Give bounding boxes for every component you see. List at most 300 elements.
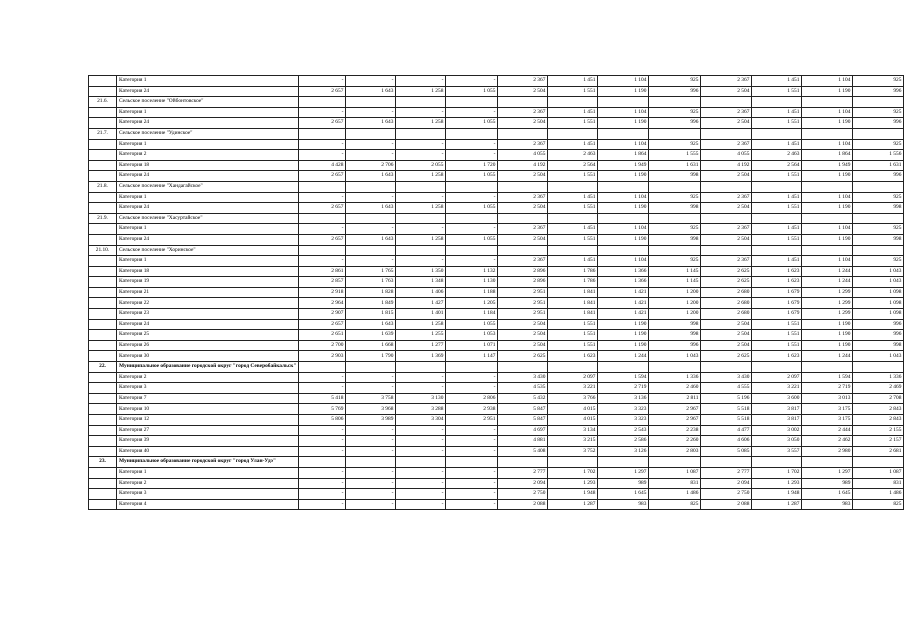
value-cell: 2 964 bbox=[299, 298, 346, 309]
table-row bbox=[89, 446, 904, 457]
value-cell: 2 463 bbox=[548, 150, 598, 161]
value-cell: 996 bbox=[853, 171, 904, 182]
empty-cell bbox=[752, 181, 802, 192]
value-cell: 1 104 bbox=[802, 139, 853, 150]
value-cell: 1 406 bbox=[396, 287, 446, 298]
value-cell: - bbox=[396, 436, 446, 447]
value-cell: 2 857 bbox=[299, 277, 346, 288]
value-cell: 1 401 bbox=[396, 309, 446, 320]
value-cell: 825 bbox=[853, 499, 904, 510]
value-cell: 2 657 bbox=[299, 86, 346, 97]
value-cell: 1 098 bbox=[853, 298, 904, 309]
row-number-cell bbox=[89, 150, 117, 161]
empty-cell bbox=[752, 128, 802, 139]
value-cell: 1 594 bbox=[598, 372, 649, 383]
empty-cell bbox=[548, 181, 598, 192]
value-cell: 1 104 bbox=[802, 192, 853, 203]
value-cell: 2 367 bbox=[498, 76, 548, 87]
table-row bbox=[89, 415, 904, 426]
row-number-cell bbox=[89, 107, 117, 118]
value-cell: 2 564 bbox=[752, 160, 802, 171]
tariff-table bbox=[88, 75, 904, 510]
value-cell: 1 551 bbox=[548, 340, 598, 351]
row-number-cell bbox=[89, 86, 117, 97]
category-label-cell: Категория 24 bbox=[117, 118, 299, 129]
value-cell: 1 055 bbox=[446, 86, 498, 97]
value-cell: - bbox=[299, 489, 346, 500]
section-title-cell: Сельское поселение "Ойбонтовское" bbox=[117, 97, 299, 108]
table-row bbox=[89, 330, 904, 341]
value-cell: 2 504 bbox=[701, 340, 752, 351]
value-cell: 998 bbox=[649, 203, 701, 214]
value-cell: 2 625 bbox=[701, 277, 752, 288]
empty-cell bbox=[701, 97, 752, 108]
value-cell: 1 551 bbox=[548, 234, 598, 245]
value-cell: 1 244 bbox=[802, 266, 853, 277]
value-cell: 2 155 bbox=[853, 425, 904, 436]
value-cell: 1 190 bbox=[598, 203, 649, 214]
value-cell: 2 951 bbox=[498, 287, 548, 298]
value-cell: 1 299 bbox=[802, 287, 853, 298]
value-cell: 5 085 bbox=[701, 446, 752, 457]
value-cell: 1 948 bbox=[548, 489, 598, 500]
value-cell: 2 861 bbox=[299, 266, 346, 277]
value-cell: 2 367 bbox=[701, 76, 752, 87]
empty-cell bbox=[802, 213, 853, 224]
value-cell: 1 190 bbox=[802, 171, 853, 182]
value-cell: 4 015 bbox=[548, 415, 598, 426]
value-cell: - bbox=[396, 383, 446, 394]
value-cell: 2 803 bbox=[649, 446, 701, 457]
value-cell: 1 551 bbox=[548, 330, 598, 341]
value-cell: - bbox=[346, 224, 396, 235]
empty-cell bbox=[498, 97, 548, 108]
table-row bbox=[89, 76, 904, 87]
value-cell: - bbox=[396, 489, 446, 500]
value-cell: 2 651 bbox=[299, 330, 346, 341]
value-cell: 1 551 bbox=[548, 203, 598, 214]
value-cell: 1 104 bbox=[598, 256, 649, 267]
value-cell: - bbox=[346, 256, 396, 267]
value-cell: 2 980 bbox=[802, 446, 853, 457]
value-cell: 4 192 bbox=[701, 160, 752, 171]
value-cell: 3 817 bbox=[752, 415, 802, 426]
empty-cell bbox=[598, 457, 649, 468]
value-cell: 1 551 bbox=[752, 118, 802, 129]
value-cell: 1 841 bbox=[548, 287, 598, 298]
value-cell: - bbox=[299, 372, 346, 383]
empty-cell bbox=[446, 362, 498, 373]
value-cell: - bbox=[299, 107, 346, 118]
value-cell: - bbox=[346, 192, 396, 203]
value-cell: 2 843 bbox=[853, 415, 904, 426]
category-label-cell: Категория 3 bbox=[117, 489, 299, 500]
value-cell: 5 518 bbox=[701, 415, 752, 426]
value-cell: 831 bbox=[649, 478, 701, 489]
value-cell: 1 643 bbox=[346, 171, 396, 182]
table-row bbox=[89, 171, 904, 182]
value-cell: 1 190 bbox=[598, 319, 649, 330]
value-cell: 2 504 bbox=[701, 330, 752, 341]
value-cell: 2 896 bbox=[498, 277, 548, 288]
category-label-cell: Категория 1 bbox=[117, 139, 299, 150]
value-cell: 1 679 bbox=[752, 298, 802, 309]
value-cell: 1 623 bbox=[752, 351, 802, 362]
value-cell: - bbox=[446, 150, 498, 161]
empty-cell bbox=[396, 457, 446, 468]
value-cell: 1 244 bbox=[598, 351, 649, 362]
section-header-row bbox=[89, 181, 904, 192]
value-cell: 5 806 bbox=[299, 415, 346, 426]
value-cell: 2 444 bbox=[802, 425, 853, 436]
value-cell: 4 477 bbox=[701, 425, 752, 436]
value-cell: 1 132 bbox=[446, 266, 498, 277]
empty-cell bbox=[752, 245, 802, 256]
value-cell: 1 244 bbox=[802, 277, 853, 288]
value-cell: 983 bbox=[802, 499, 853, 510]
empty-cell bbox=[396, 213, 446, 224]
value-cell: 2 896 bbox=[498, 266, 548, 277]
value-cell: - bbox=[396, 372, 446, 383]
value-cell: 2 777 bbox=[498, 467, 548, 478]
value-cell: 1 949 bbox=[598, 160, 649, 171]
value-cell: 1 486 bbox=[853, 489, 904, 500]
value-cell: - bbox=[346, 383, 396, 394]
empty-cell bbox=[396, 181, 446, 192]
value-cell: - bbox=[346, 76, 396, 87]
value-cell: - bbox=[346, 372, 396, 383]
value-cell: 1 130 bbox=[446, 277, 498, 288]
table-row bbox=[89, 404, 904, 415]
value-cell: 3 130 bbox=[396, 393, 446, 404]
value-cell: 1 668 bbox=[346, 340, 396, 351]
value-cell: 5 432 bbox=[498, 393, 548, 404]
value-cell: 2 843 bbox=[853, 404, 904, 415]
value-cell: - bbox=[446, 107, 498, 118]
value-cell: 1 786 bbox=[548, 266, 598, 277]
value-cell: - bbox=[396, 446, 446, 457]
empty-cell bbox=[701, 362, 752, 373]
value-cell: 1 841 bbox=[548, 309, 598, 320]
category-label-cell: Категория 1 bbox=[117, 192, 299, 203]
value-cell: 2 088 bbox=[701, 499, 752, 510]
value-cell: 5 769 bbox=[299, 404, 346, 415]
section-header-row bbox=[89, 457, 904, 468]
value-cell: 1 055 bbox=[446, 118, 498, 129]
value-cell: 1 190 bbox=[802, 203, 853, 214]
table-row bbox=[89, 467, 904, 478]
value-cell: 3 288 bbox=[396, 404, 446, 415]
empty-cell bbox=[598, 245, 649, 256]
empty-cell bbox=[346, 245, 396, 256]
value-cell: 1 643 bbox=[346, 118, 396, 129]
empty-cell bbox=[396, 128, 446, 139]
empty-cell bbox=[299, 213, 346, 224]
category-label-cell: Категория 2 bbox=[117, 150, 299, 161]
empty-cell bbox=[548, 362, 598, 373]
value-cell: 2 260 bbox=[649, 436, 701, 447]
table-row bbox=[89, 256, 904, 267]
row-number-cell bbox=[89, 425, 117, 436]
value-cell: 1 594 bbox=[802, 372, 853, 383]
value-cell: - bbox=[446, 76, 498, 87]
row-number-cell bbox=[89, 192, 117, 203]
value-cell: 2 680 bbox=[701, 298, 752, 309]
empty-cell bbox=[853, 128, 904, 139]
value-cell: 1 190 bbox=[802, 118, 853, 129]
value-cell: - bbox=[299, 76, 346, 87]
table-row bbox=[89, 393, 904, 404]
value-cell: 1 147 bbox=[446, 351, 498, 362]
value-cell: 1 421 bbox=[598, 287, 649, 298]
category-label-cell: Категория 2 bbox=[117, 372, 299, 383]
row-number-cell bbox=[89, 319, 117, 330]
value-cell: 4 555 bbox=[701, 383, 752, 394]
category-label-cell: Категория 7 bbox=[117, 393, 299, 404]
value-cell: 1 451 bbox=[548, 139, 598, 150]
value-cell: 1 864 bbox=[598, 150, 649, 161]
value-cell: - bbox=[299, 446, 346, 457]
table-row bbox=[89, 234, 904, 245]
value-cell: 1 551 bbox=[548, 319, 598, 330]
value-cell: 1 200 bbox=[649, 309, 701, 320]
value-cell: - bbox=[346, 478, 396, 489]
value-cell: 1 551 bbox=[548, 171, 598, 182]
empty-cell bbox=[853, 362, 904, 373]
table-row bbox=[89, 383, 904, 394]
value-cell: 1 287 bbox=[752, 499, 802, 510]
empty-cell bbox=[299, 181, 346, 192]
value-cell: 2 657 bbox=[299, 171, 346, 182]
value-cell: - bbox=[446, 224, 498, 235]
value-cell: 3 215 bbox=[548, 436, 598, 447]
value-cell: 996 bbox=[649, 340, 701, 351]
value-cell: - bbox=[396, 150, 446, 161]
empty-cell bbox=[299, 457, 346, 468]
value-cell: 2 657 bbox=[299, 118, 346, 129]
value-cell: 1 190 bbox=[802, 319, 853, 330]
value-cell: 1 055 bbox=[446, 319, 498, 330]
value-cell: 998 bbox=[649, 171, 701, 182]
row-number-cell bbox=[89, 139, 117, 150]
section-title-cell: Сельское поселение "Хандагайское" bbox=[117, 181, 299, 192]
empty-cell bbox=[598, 128, 649, 139]
value-cell: 3 126 bbox=[598, 446, 649, 457]
value-cell: 2 680 bbox=[701, 287, 752, 298]
value-cell: 925 bbox=[853, 192, 904, 203]
empty-cell bbox=[701, 245, 752, 256]
value-cell: 1 551 bbox=[752, 203, 802, 214]
value-cell: 4 697 bbox=[498, 425, 548, 436]
value-cell: 1 645 bbox=[802, 489, 853, 500]
empty-cell bbox=[498, 181, 548, 192]
value-cell: 1 145 bbox=[649, 277, 701, 288]
value-cell: 3 989 bbox=[346, 415, 396, 426]
row-number-cell bbox=[89, 224, 117, 235]
value-cell: - bbox=[346, 425, 396, 436]
value-cell: 1 451 bbox=[752, 107, 802, 118]
value-cell: 1 258 bbox=[396, 319, 446, 330]
value-cell: 2 719 bbox=[802, 383, 853, 394]
value-cell: 1 639 bbox=[346, 330, 396, 341]
value-cell: 998 bbox=[853, 203, 904, 214]
value-cell: - bbox=[299, 425, 346, 436]
value-cell: 2 625 bbox=[498, 351, 548, 362]
category-label-cell: Категория 27 bbox=[117, 425, 299, 436]
category-label-cell: Категория 24 bbox=[117, 319, 299, 330]
value-cell: - bbox=[446, 256, 498, 267]
value-cell: 2 504 bbox=[498, 330, 548, 341]
value-cell: 1 551 bbox=[752, 340, 802, 351]
value-cell: 2 504 bbox=[498, 319, 548, 330]
row-number-cell: 21.6. bbox=[89, 97, 117, 108]
row-number-cell bbox=[89, 446, 117, 457]
value-cell: 1 849 bbox=[346, 298, 396, 309]
empty-cell bbox=[598, 213, 649, 224]
value-cell: 4 055 bbox=[701, 150, 752, 161]
table-row bbox=[89, 150, 904, 161]
empty-cell bbox=[498, 362, 548, 373]
value-cell: 3 430 bbox=[701, 372, 752, 383]
value-cell: 1 763 bbox=[346, 277, 396, 288]
category-label-cell: Категория 19 bbox=[117, 277, 299, 288]
value-cell: 4 881 bbox=[498, 436, 548, 447]
value-cell: 925 bbox=[649, 256, 701, 267]
value-cell: - bbox=[299, 499, 346, 510]
value-cell: 4 192 bbox=[498, 160, 548, 171]
empty-cell bbox=[446, 128, 498, 139]
value-cell: 2 750 bbox=[701, 489, 752, 500]
value-cell: 1 551 bbox=[752, 234, 802, 245]
value-cell: - bbox=[299, 150, 346, 161]
value-cell: 1 190 bbox=[598, 86, 649, 97]
value-cell: 3 175 bbox=[802, 415, 853, 426]
empty-cell bbox=[649, 213, 701, 224]
value-cell: 1 790 bbox=[346, 351, 396, 362]
value-cell: 1 104 bbox=[802, 76, 853, 87]
value-cell: 2 504 bbox=[701, 234, 752, 245]
value-cell: 1 258 bbox=[396, 171, 446, 182]
empty-cell bbox=[853, 181, 904, 192]
row-number-cell bbox=[89, 234, 117, 245]
value-cell: 2 967 bbox=[649, 415, 701, 426]
empty-cell bbox=[548, 128, 598, 139]
value-cell: 1 277 bbox=[396, 340, 446, 351]
empty-cell bbox=[346, 97, 396, 108]
value-cell: 2 700 bbox=[299, 340, 346, 351]
value-cell: 1 098 bbox=[853, 287, 904, 298]
empty-cell bbox=[346, 457, 396, 468]
empty-cell bbox=[853, 97, 904, 108]
empty-cell bbox=[752, 362, 802, 373]
empty-cell bbox=[598, 362, 649, 373]
category-label-cell: Категория 3 bbox=[117, 383, 299, 394]
value-cell: 2 708 bbox=[853, 393, 904, 404]
value-cell: - bbox=[446, 499, 498, 510]
value-cell: 5 847 bbox=[498, 415, 548, 426]
value-cell: 1 190 bbox=[598, 340, 649, 351]
empty-cell bbox=[396, 362, 446, 373]
value-cell: 1 948 bbox=[752, 489, 802, 500]
value-cell: - bbox=[446, 436, 498, 447]
value-cell: 3 175 bbox=[802, 404, 853, 415]
section-header-row bbox=[89, 213, 904, 224]
value-cell: 1 864 bbox=[802, 150, 853, 161]
value-cell: 925 bbox=[853, 139, 904, 150]
value-cell: 1 293 bbox=[548, 478, 598, 489]
value-cell: - bbox=[346, 489, 396, 500]
value-cell: - bbox=[396, 256, 446, 267]
value-cell: 1 623 bbox=[752, 277, 802, 288]
value-cell: 2 504 bbox=[498, 203, 548, 214]
empty-cell bbox=[853, 245, 904, 256]
value-cell: 1 679 bbox=[752, 309, 802, 320]
value-cell: 2 951 bbox=[446, 415, 498, 426]
row-number-cell bbox=[89, 309, 117, 320]
value-cell: 2 625 bbox=[701, 351, 752, 362]
value-cell: 1 200 bbox=[649, 287, 701, 298]
row-number-cell bbox=[89, 256, 117, 267]
empty-cell bbox=[299, 97, 346, 108]
category-label-cell: Категория 18 bbox=[117, 160, 299, 171]
empty-cell bbox=[548, 457, 598, 468]
value-cell: - bbox=[299, 256, 346, 267]
value-cell: 831 bbox=[853, 478, 904, 489]
value-cell: 2 460 bbox=[649, 383, 701, 394]
value-cell: 1 293 bbox=[752, 478, 802, 489]
empty-cell bbox=[346, 128, 396, 139]
value-cell: 1 071 bbox=[446, 340, 498, 351]
value-cell: 1 451 bbox=[548, 76, 598, 87]
value-cell: - bbox=[446, 139, 498, 150]
value-cell: 998 bbox=[853, 234, 904, 245]
value-cell: 2 657 bbox=[299, 203, 346, 214]
value-cell: 1 104 bbox=[598, 224, 649, 235]
value-cell: 996 bbox=[853, 118, 904, 129]
category-label-cell: Категория 22 bbox=[117, 298, 299, 309]
empty-cell bbox=[396, 97, 446, 108]
value-cell: 1 258 bbox=[396, 234, 446, 245]
row-number-cell bbox=[89, 436, 117, 447]
value-cell: 1 555 bbox=[649, 150, 701, 161]
category-label-cell: Категория 23 bbox=[117, 309, 299, 320]
row-number-cell: 21.7. bbox=[89, 128, 117, 139]
value-cell: 2 088 bbox=[498, 499, 548, 510]
value-cell: - bbox=[396, 139, 446, 150]
value-cell: 925 bbox=[649, 192, 701, 203]
value-cell: 825 bbox=[649, 499, 701, 510]
row-number-cell bbox=[89, 298, 117, 309]
value-cell: 1 190 bbox=[802, 234, 853, 245]
empty-cell bbox=[649, 362, 701, 373]
value-cell: 2 367 bbox=[701, 192, 752, 203]
category-label-cell: Категория 2 bbox=[117, 478, 299, 489]
value-cell: 5 847 bbox=[498, 404, 548, 415]
value-cell: 1 427 bbox=[396, 298, 446, 309]
row-number-cell bbox=[89, 372, 117, 383]
value-cell: 1 255 bbox=[396, 330, 446, 341]
value-cell: 5 418 bbox=[299, 393, 346, 404]
row-number-cell bbox=[89, 118, 117, 129]
empty-cell bbox=[396, 245, 446, 256]
value-cell: 1 551 bbox=[548, 86, 598, 97]
value-cell: 989 bbox=[598, 478, 649, 489]
value-cell: 1 623 bbox=[752, 266, 802, 277]
row-number-cell bbox=[89, 415, 117, 426]
category-label-cell: Категория 39 bbox=[117, 436, 299, 447]
table-row bbox=[89, 319, 904, 330]
value-cell: 2 367 bbox=[498, 256, 548, 267]
